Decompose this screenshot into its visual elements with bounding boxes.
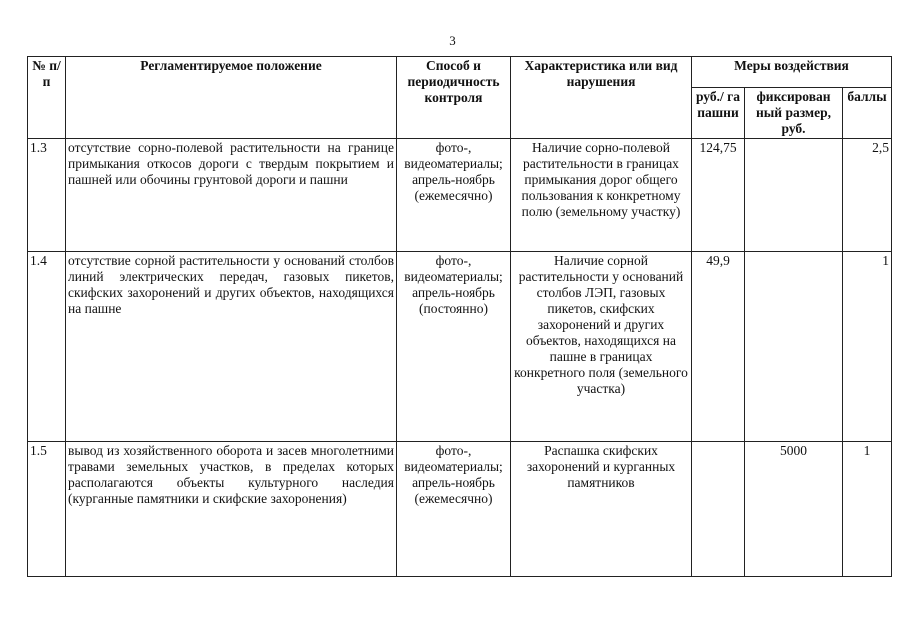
header-violation: Характеристика или вид нарушения xyxy=(511,57,692,139)
cell-method: фото-, видеоматериалы; апрель-ноябрь (постоянно) xyxy=(397,252,511,442)
cell-rub-per-ha: 49,9 xyxy=(692,252,745,442)
header-rub-per-ha: руб./ га пашни xyxy=(692,88,745,139)
regulation-table xyxy=(27,56,892,577)
cell-points: 1 xyxy=(843,442,892,577)
cell-points: 1 xyxy=(843,252,892,442)
header-points: баллы xyxy=(843,88,892,139)
cell-violation: Распашка скифских захоронений и курганных памятников xyxy=(511,442,692,577)
cell-violation: Наличие сорно-полевой растительности в границах примыкания дорог общего пользования к конкретному полю (земельному участку) xyxy=(511,139,692,252)
table-row xyxy=(28,252,892,442)
cell-provision: отсутствие сорно-полевой растительности на границе примыкания откосов дороги с твердым покрытием и пашней или обочины грунтовой дороги и пашни xyxy=(66,139,397,252)
cell-rub-per-ha xyxy=(692,442,745,577)
header-num: № п/п xyxy=(28,57,66,139)
page-number: 3 xyxy=(449,33,456,48)
cell-num: 1.3 xyxy=(28,139,66,252)
cell-provision: вывод из хозяйственного оборота и засев многолетними травами земельных участков, в пределах которых располагаются объекты культурного наследия (курганные памятники и скифские захоронения) xyxy=(66,442,397,577)
table-row xyxy=(28,139,892,252)
cell-fixed-amount: 5000 xyxy=(745,442,843,577)
header-measures: Меры воздействия xyxy=(692,57,892,88)
cell-method: фото-, видеоматериалы; апрель-ноябрь (ежемесячно) xyxy=(397,442,511,577)
table-row xyxy=(28,442,892,577)
header-method: Способ и периодичность контроля xyxy=(397,57,511,139)
cell-fixed-amount xyxy=(745,139,843,252)
cell-points: 2,5 xyxy=(843,139,892,252)
cell-num: 1.4 xyxy=(28,252,66,442)
cell-rub-per-ha: 124,75 xyxy=(692,139,745,252)
header-provision: Регламентируемое положение xyxy=(66,57,397,139)
cell-num: 1.5 xyxy=(28,442,66,577)
header-fixed-amount: фиксирован ный размер, руб. xyxy=(745,88,843,139)
cell-fixed-amount xyxy=(745,252,843,442)
cell-method: фото-, видеоматериалы; апрель-ноябрь (ежемесячно) xyxy=(397,139,511,252)
cell-provision: отсутствие сорной растительности у оснований столбов линий электрических передач, газовых пикетов, скифских захоронений и других объектов, находящихся на пашне xyxy=(66,252,397,442)
cell-violation: Наличие сорной растительности у оснований столбов ЛЭП, газовых пикетов, скифских захоронений и других объектов, находящихся на пашне в границах конкретного поля (земельного участка) xyxy=(511,252,692,442)
